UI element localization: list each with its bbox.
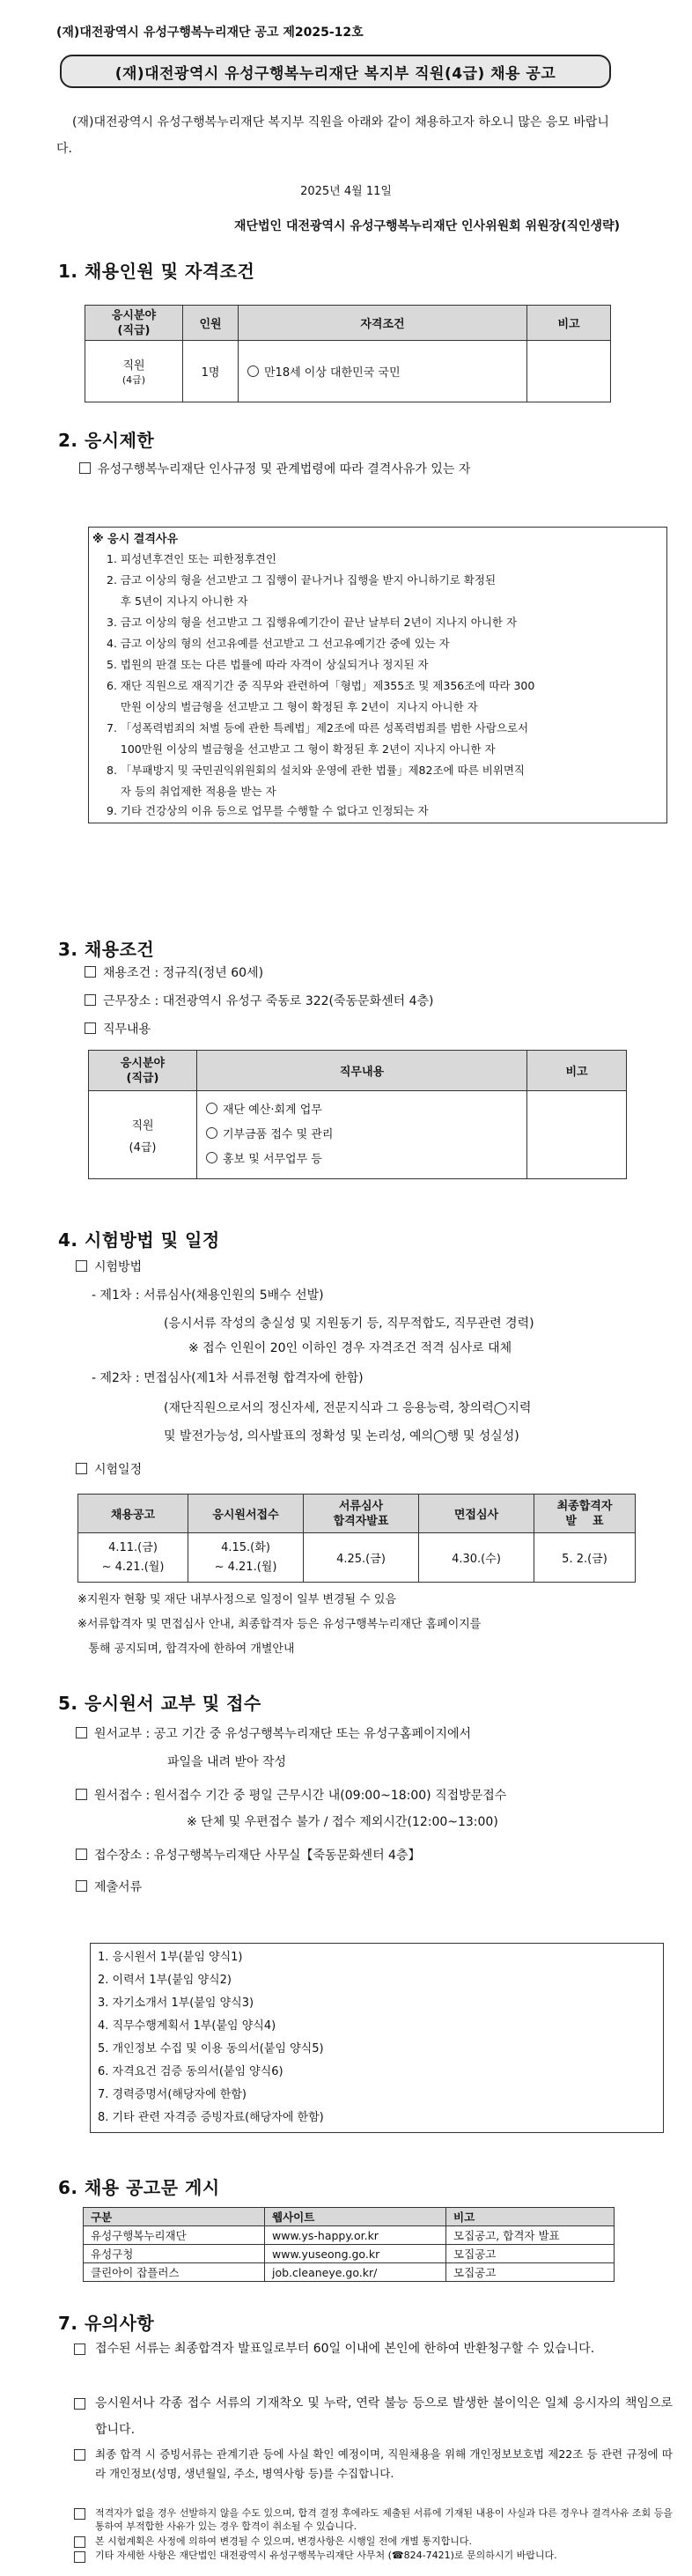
cell-duties: 재단 예산·회계 업무 기부금품 접수 및 관리 홍보 및 서무업무 등	[197, 1091, 527, 1179]
list-item: 9. 기타 건강상의 이유 등으로 업무를 수행할 수 없다고 인정되는 자	[107, 804, 429, 817]
circle-bullet-icon	[206, 1127, 217, 1139]
section-6-title: 6. 채용 공고문 게시	[58, 2177, 220, 2198]
cell-announce: 4.11.(금) ~ 4.21.(월)	[78, 1533, 188, 1583]
stage-1-note: ※ 접수 인원이 20인 이하인 경우 자격조건 적격 심사로 대체	[188, 1341, 512, 1355]
cell-count: 1명	[183, 341, 239, 402]
list-item: 7. 경력증명서(해당자에 한함)	[98, 2088, 247, 2101]
square-bullet-icon	[74, 2398, 85, 2410]
th-field: 응시분야 (직급)	[89, 1051, 197, 1091]
cell-note	[527, 341, 611, 402]
list-item: 자 등의 취업제한 적용을 받는 자	[107, 785, 276, 798]
th-announce: 채용공고	[78, 1495, 188, 1533]
stage-2-detail: (재단직원으로서의 정신자세, 전문지식과 그 응용능력, 창의력◯지력	[164, 1401, 532, 1415]
circle-bullet-icon	[206, 1152, 217, 1163]
cell-field: 직원 (4급)	[85, 341, 183, 402]
table-row: 클린아이 잡플러스 job.cleaneye.go.kr/ 모집공고	[84, 2263, 615, 2282]
stage-2: - 제2차 : 면접심사(제1차 서류전형 합격자에 한함)	[92, 1371, 364, 1385]
stage-2-detail-2: 및 발전가능성, 의사발표의 정확성 및 논리성, 예의◯행 및 성실성)	[164, 1429, 519, 1443]
intro-text: (재)대전광역시 유성구행복누리재단 복지부 직원을 아래와 같이 채용하고자 하오니 많은 응모 바랍니다.	[56, 115, 609, 156]
location-line: 근무장소 : 대전광역시 유성구 죽동로 322(죽동문화센터 4층)	[85, 990, 434, 1013]
section-7-title: 7. 유의사항	[58, 2313, 155, 2334]
list-item: 4. 금고 이상의 형의 선고유예를 선고받고 그 선고유예기간 중에 있는 자	[107, 637, 450, 650]
circle-bullet-icon	[247, 365, 259, 377]
th-qual: 자격조건	[239, 306, 527, 341]
list-item: 3. 금고 이상의 형을 선고받고 그 집행유예기간이 끝난 날부터 2년이 지나지 아니한 자	[107, 616, 518, 629]
list-item: 6. 재단 직원으로 재직기간 중 직무와 관련하여「형법」제355조 및 제356조에 따라 300	[107, 679, 535, 692]
list-item: 3. 자기소개서 1부(붙임 양식3)	[98, 1997, 254, 2010]
cell-field: 직원 (4급)	[89, 1091, 197, 1179]
schedule-table	[77, 1494, 636, 1583]
caution-item: 접수된 서류는 최종합격자 발표일로부터 60일 이내에 본인에 한하여 반환청구할 수 있습니다.	[74, 2336, 673, 2362]
notice-number: (재)대전광역시 유성구행복누리재단 공고 제2025-12호	[56, 26, 364, 40]
th-duties: 직무내용	[197, 1051, 527, 1091]
th-website: 웹사이트	[265, 2208, 446, 2226]
website-link[interactable]: www.yuseong.go.kr	[265, 2245, 446, 2263]
th-category: 구분	[84, 2208, 265, 2226]
th-apply: 응시원서접수	[188, 1495, 304, 1533]
method-label: 시험방법	[76, 1256, 142, 1279]
square-bullet-icon	[76, 1849, 87, 1860]
documents-box	[90, 1943, 664, 2133]
list-item: 후 5년이 지나지 아니한 자	[107, 594, 248, 608]
website-link[interactable]: www.ys-happy.or.kr	[265, 2226, 446, 2245]
th-count: 인원	[183, 306, 239, 341]
list-item: 5. 법원의 판결 또는 다른 법률에 따라 자격이 상실되거나 정지된 자	[107, 658, 429, 671]
duties-table	[88, 1050, 627, 1179]
cell-interview: 4.30.(수)	[419, 1533, 534, 1583]
documents-label: 제출서류	[76, 1876, 142, 1899]
section-5-title: 5. 응시원서 교부 및 접수	[58, 1693, 261, 1714]
caution-item: 최종 합격 시 증빙서류는 관계기관 등에 사실 확인 예정이며, 직원채용을 위해 개인정보보호법 제22조 등 관련 규정에 따라 개인정보(성명, 생년월일, 주소, 병역사항 등)를 수집합니다.	[74, 2445, 673, 2484]
receipt-place: 접수장소 : 유성구행복누리재단 사무실【죽동문화센터 4층】	[76, 1844, 420, 1867]
list-item: 1. 응시원서 1부(붙임 양식1)	[98, 1951, 243, 1964]
caution-item: 기타 자세한 사항은 재단법인 대전광역시 유성구행복누리재단 사무처 (☎824-7421)로 문의하시기 바랍니다.	[74, 2550, 673, 2562]
table-row: 유성구청 www.yuseong.go.kr 모집공고	[84, 2245, 615, 2263]
cell-note	[527, 1091, 627, 1179]
th-field: 응시분야 (직급)	[85, 306, 183, 341]
th-interview: 면접심사	[419, 1495, 534, 1533]
cell-apply: 4.15.(화) ~ 4.21.(월)	[188, 1533, 304, 1583]
posting-table	[83, 2207, 615, 2282]
square-bullet-icon	[76, 1727, 87, 1738]
list-item: 7. 「성폭력범죄의 처벌 등에 관한 특례법」제2조에 따른 성폭력범죄를 범한 사람으로서	[107, 721, 529, 734]
schedule-note: 통해 공지되며, 합격자에 한하여 개별안내	[77, 1642, 295, 1656]
list-item: 2. 금고 이상의 형을 선고받고 그 집행이 끝나거나 집행을 받지 아니하기로 확정된	[107, 573, 497, 587]
caution-item: 응시원서나 각종 접수 서류의 기재착오 및 누락, 연락 불능 등으로 발생한 불이익은 일체 응시자의 책임으로 합니다.	[74, 2390, 673, 2443]
square-bullet-icon	[74, 2449, 85, 2461]
cell-qual: 만18세 이상 대한민국 국민	[239, 341, 527, 402]
form-distribution: 원서교부 : 공고 기간 중 유성구행복누리재단 또는 유성구홈페이지에서	[76, 1723, 471, 1746]
issuer: 재단법인 대전광역시 유성구행복누리재단 인사위원회 위원장(직인생략)	[233, 219, 620, 233]
square-bullet-icon	[85, 994, 96, 1006]
schedule-note: ※지원자 현황 및 재단 내부사정으로 일정이 일부 변경될 수 있음	[77, 1593, 397, 1606]
form-receipt-note: ※ 단체 및 우편접수 불가 / 접수 제외시간(12:00~13:00)	[187, 1815, 498, 1829]
website-link[interactable]: job.cleaneye.go.kr/	[265, 2263, 446, 2282]
circle-bullet-icon	[206, 1103, 217, 1114]
list-item: 만원 이상의 벌금형을 선고받고 그 형이 확정된 후 2년이 지나지 아니한 자	[107, 700, 478, 713]
th-doc-result: 서류심사 합격자발표	[304, 1495, 419, 1533]
cell-final: 5. 2.(금)	[534, 1533, 636, 1583]
condition-line: 채용조건 : 정규직(정년 60세)	[85, 962, 263, 985]
restriction-line: 유성구행복누리재단 인사규정 및 관계법령에 따라 결격사유가 있는 자	[79, 458, 470, 481]
square-bullet-icon	[76, 1880, 87, 1892]
square-bullet-icon	[74, 2343, 85, 2355]
list-item: 8. 「부패방지 및 국민권익위원회의 설치와 운영에 관한 법률」제82조에 따른 비위면직	[107, 764, 525, 777]
duties-line: 직무내용	[85, 1018, 151, 1041]
th-note: 비고	[527, 306, 611, 341]
form-distribution-cont: 파일을 내려 받아 작성	[167, 1755, 287, 1769]
square-bullet-icon	[79, 462, 91, 474]
list-item: 4. 직무수행계획서 1부(붙임 양식4)	[98, 2019, 276, 2033]
square-bullet-icon	[74, 2508, 85, 2520]
list-item: 1. 피성년후견인 또는 피한정후견인	[107, 552, 276, 565]
stage-1-detail: (응시서류 작성의 충실성 및 지원동기 등, 직무적합도, 직무관련 경력)	[164, 1317, 534, 1331]
square-bullet-icon	[74, 2551, 85, 2563]
stage-1: - 제1차 : 서류심사(채용인원의 5배수 선발)	[92, 1288, 324, 1303]
square-bullet-icon	[76, 1789, 87, 1800]
schedule-label: 시험일정	[76, 1458, 142, 1481]
section-4-title: 4. 시험방법 및 일정	[58, 1229, 220, 1251]
form-receipt: 원서접수 : 원서접수 기간 중 평일 근무시간 내(09:00~18:00) 직접방문접수	[76, 1784, 506, 1807]
list-item: 100만원 이상의 벌금형을 선고받고 그 형이 확정된 후 2년이 지나지 아니한 자	[107, 742, 496, 756]
caution-item: 본 시험계획은 사정에 의하여 변경될 수 있으며, 변경사항은 시행일 전에 개별 통지합니다.	[74, 2535, 673, 2548]
list-item: 6. 자격요건 검증 동의서(붙임 양식6)	[98, 2065, 283, 2078]
section-1-title: 1. 채용인원 및 자격조건	[58, 261, 255, 282]
qualification-table	[85, 305, 611, 402]
section-2-title: 2. 응시제한	[58, 430, 155, 451]
schedule-note: ※서류합격자 및 면접심사 안내, 최종합격자 등은 유성구행복누리재단 홈페이지를	[77, 1618, 482, 1631]
cell-doc-result: 4.25.(금)	[304, 1533, 419, 1583]
square-bullet-icon	[85, 1022, 96, 1034]
page-title: (재)대전광역시 유성구행복누리재단 복지부 직원(4급) 채용 공고	[60, 55, 611, 88]
square-bullet-icon	[74, 2536, 85, 2548]
section-3-title: 3. 채용조건	[58, 939, 155, 960]
disqualification-box	[88, 527, 667, 823]
list-item: 2. 이력서 1부(붙임 양식2)	[98, 1974, 232, 1987]
square-bullet-icon	[76, 1260, 87, 1272]
box-heading: ※ 응시 결격사유	[92, 533, 179, 546]
notice-date: 2025년 4월 11일	[300, 185, 392, 198]
th-note: 비고	[527, 1051, 627, 1091]
square-bullet-icon	[85, 966, 96, 978]
square-bullet-icon	[76, 1463, 87, 1474]
list-item: 8. 기타 관련 자격증 증빙자료(해당자에 한함)	[98, 2111, 324, 2124]
th-note: 비고	[446, 2208, 615, 2226]
th-final: 최종합격자 발 표	[534, 1495, 636, 1533]
table-row: 유성구행복누리재단 www.ys-happy.or.kr 모집공고, 합격자 발표	[84, 2226, 615, 2245]
caution-item: 적격자가 없을 경우 선발하지 않을 수도 있으며, 합격 결정 후에라도 제출된 서류에 기재된 내용이 사실과 다른 경우나 결격사유 조회 등을 통하여 부적합한 사유가 있는 경우 합격이 취소될 수 있습니다.	[74, 2506, 673, 2533]
list-item: 5. 개인정보 수집 및 이용 동의서(붙임 양식5)	[98, 2042, 324, 2056]
